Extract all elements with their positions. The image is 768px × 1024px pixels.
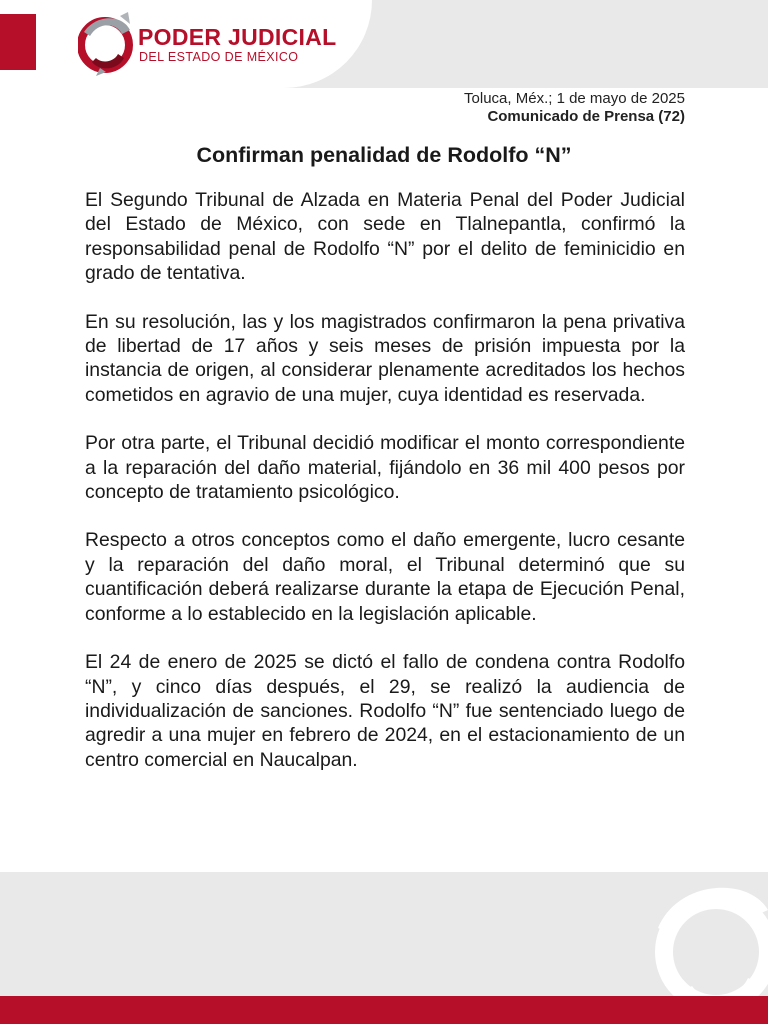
org-subtitle: DEL ESTADO DE MÉXICO	[139, 50, 299, 64]
paragraph: El 24 de enero de 2025 se dictó el fallo de condena contra Rodolfo “N”, y cinco días después, el 29, se realizó la audiencia de individualización de sanciones. Rodolfo “N” fue sentenciado luego de agredir a una mujer en febrero de 2024, en el estacionamiento de un centro comercial en Naucalpan.	[85, 651, 685, 771]
paragraph: El Segundo Tribunal de Alzada en Materia Penal del Poder Judicial del Estado de México, con sede en Tlalnepantla, confirmó la responsabilidad penal de Rodolfo “N” por el delito de feminicidio en grado de tentativa.	[85, 189, 685, 285]
judicial-logo-icon	[78, 10, 134, 76]
footer-red-band	[0, 996, 768, 1024]
paragraph: Respecto a otros conceptos como el daño emergente, lucro cesante y la reparación del daño moral, el Tribunal determinó que su cuantificación deberá realizarse durante la etapa de Ejecución Penal, conforme a lo establecido en la legislación aplicable.	[85, 529, 685, 625]
place-date: Toluca, Méx.; 1 de mayo de 2025	[464, 90, 685, 107]
org-name: PODER JUDICIAL	[138, 24, 337, 50]
paragraph: Por otra parte, el Tribunal decidió modificar el monto correspondiente a la reparación del daño material, fijándolo en 36 mil 400 pesos por concepto de tratamiento psicológico.	[85, 432, 685, 504]
body-text	[85, 188, 685, 796]
paragraph: En su resolución, las y los magistrados confirmaron la pena privativa de libertad de 17 años y seis meses de prisión impuesta por la instancia de origen, al considerar plenamente acreditados los hechos cometidos en agravio de una mujer, cuya identidad es reservada.	[85, 310, 685, 406]
header-red-block	[0, 14, 36, 70]
headline: Confirman penalidad de Rodolfo “N”	[196, 143, 572, 167]
press-release-number: Comunicado de Prensa (72)	[487, 108, 685, 125]
